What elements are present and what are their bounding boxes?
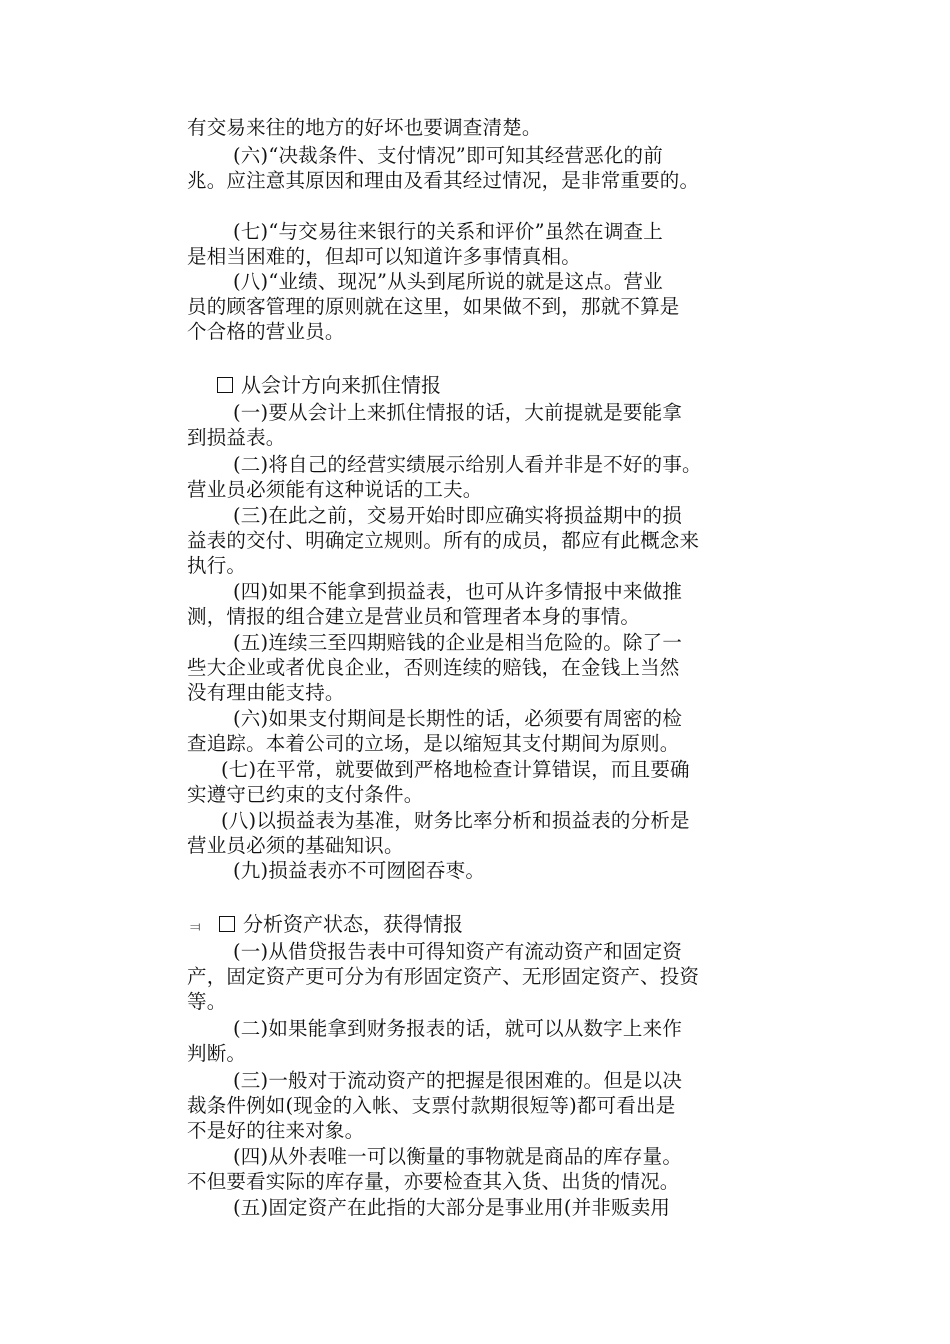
paragraph-line: 查追踪。本着公司的立场，是以缩短其支付期间为原则。 (187, 732, 680, 755)
paragraph-line: (四)如果不能拿到损益表，也可从许多情报中来做推 (233, 580, 683, 603)
paragraph-line: (五)固定资产在此指的大部分是事业用(并非贩卖用 (233, 1196, 671, 1219)
paragraph-line: (四)从外表唯一可以衡量的事物就是商品的库存量。 (233, 1145, 683, 1168)
section-heading-assets (219, 910, 463, 938)
paragraph-line: (二)如果能拿到财务报表的话，就可以从数字上来作 (233, 1017, 683, 1040)
paragraph-line: 营业员必须能有这种说话的工夫。 (187, 478, 483, 501)
paragraph-line: (八)以损益表为基准，财务比率分析和损益表的分析是 (221, 809, 690, 832)
paragraph-line: 实遵守已约束的支付条件。 (187, 783, 424, 806)
section-heading-text: 从会计方向来抓住情报 (241, 373, 441, 397)
paragraph-line: 有交易来往的地方的好坏也要调查清楚。 (187, 116, 542, 139)
paragraph-line: 员的顾客管理的原则就在这里，如果做不到，那就不算是 (187, 295, 680, 318)
paragraph-line: (二)将自己的经营实绩展示给别人看并非是不好的事。 (233, 453, 702, 476)
paragraph-line: 产，固定资产更可分为有形固定资产、无形固定资产、投资 (187, 965, 700, 988)
paragraph-line: 营业员必须的基础知识。 (187, 834, 404, 857)
paragraph-line: (一)从借贷报告表中可得知资产有流动资产和固定资 (233, 940, 683, 963)
paragraph-line: (八)“业绩、现况”从头到尾所说的就是这点。营业 (233, 270, 663, 293)
paragraph-line: 是相当困难的，但却可以知道许多事情真相。 (187, 245, 582, 268)
paragraph-line: (五)连续三至四期赔钱的企业是相当危险的。除了一 (233, 631, 683, 654)
paragraph-line: (三)一般对于流动资产的把握是很困难的。但是以决 (233, 1069, 683, 1092)
paragraph-line: 执行。 (187, 554, 247, 577)
paragraph-line: (七)在平常，就要做到严格地检查计算错误，而且要确 (221, 758, 690, 781)
paragraph-line: 等。 (187, 990, 227, 1013)
paragraph-line: 判断。 (187, 1042, 247, 1065)
paragraph-line: (六)如果支付期间是长期性的话，必须要有周密的检 (233, 707, 683, 730)
paragraph-line: (七)“与交易往来银行的关系和评价”虽然在调查上 (233, 220, 663, 243)
paragraph-line: 到损益表。 (187, 426, 286, 449)
checkbox-icon (219, 916, 235, 932)
paragraph-line: (一)要从会计上来抓住情报的话，大前提就是要能拿 (233, 401, 683, 424)
section-heading-accounting (217, 371, 441, 399)
checkbox-icon (217, 377, 233, 393)
paragraph-line: (六)“决裁条件、支付情况”即可知其经营恶化的前 (233, 144, 663, 167)
paragraph-line: 益表的交付、明确定立规则。所有的成员，都应有此概念来 (187, 529, 700, 552)
paragraph-line: 没有理由能支持。 (187, 681, 345, 704)
paragraph-line: 不但要看实际的库存量，亦要检查其入货、出货的情况。 (187, 1170, 680, 1193)
paragraph-line: 个合格的营业员。 (187, 320, 345, 343)
section-heading-text: 分析资产状态，获得情报 (243, 912, 463, 936)
paragraph-line: 兆。应注意其原因和理由及看其经过情况，是非常重要的。 (187, 169, 700, 192)
paragraph-line: (三)在此之前，交易开始时即应确实将损益期中的损 (233, 504, 683, 527)
paragraph-line: 测，情报的组合建立是营业员和管理者本身的事情。 (187, 605, 641, 628)
paragraph-line: 裁条件例如(现金的入帐、支票付款期很短等)都可看出是 (187, 1094, 676, 1117)
paragraph-line: 不是好的往来对象。 (187, 1119, 365, 1142)
paragraph-line: (九)损益表亦不可囫囵吞枣。 (233, 859, 486, 882)
section-marker: ⫤ (190, 919, 201, 935)
paragraph-line: 些大企业或者优良企业，否则连续的赔钱，在金钱上当然 (187, 656, 680, 679)
